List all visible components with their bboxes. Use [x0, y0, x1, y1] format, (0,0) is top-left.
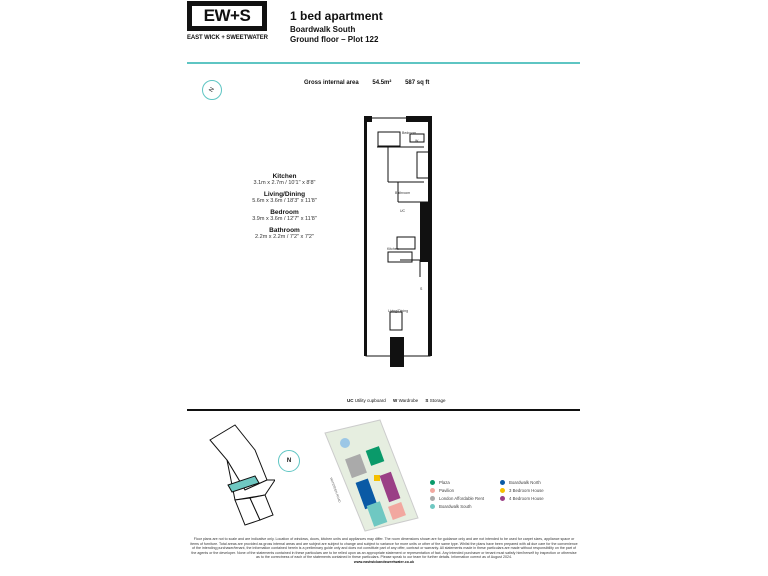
plan-label-bathroom: Bathroom — [395, 191, 411, 195]
building-key-plan — [205, 420, 275, 530]
legend-item: 3 Bedroom House — [500, 488, 570, 493]
plan-label-uc: UC — [400, 209, 406, 213]
room-item — [232, 209, 337, 222]
divider — [187, 62, 580, 64]
disclaimer-text: Floor plans are not to scale and are indicative only. Location of windows, doors, kitchen units and appliances may differ. The room dimensions shown are for guidance only and are not intended to be used for carpet sizes, appliance space or items of furniture. Total areas are provided as gross internal areas and are subject are subject to change and subject to variance for more units or other of the same type. Whilst the plans have been prepared with all due care for the convenience of the intending purchaser/tenant, the information contained herein is a preliminary guide only and does not constitute part of any offer, contract or warranty. All statements made in these particulars are made without responsibility on the part of the agents or the developer. None of the statements contained in these particulars are to be relied upon as an appropriate statement or representation of fact. Any intended purchaser or tenant must satisfy him/herself by inspection or otherwise as to the correctness of each of the statements contained in these particulars. Please speak to our team for further details. Information correct as of August 2024. — [190, 537, 578, 560]
legend-dot-icon — [500, 496, 505, 501]
key-text: Wardrobe — [398, 398, 419, 403]
legend-dot-icon — [500, 480, 505, 485]
compass-label: N — [208, 86, 216, 94]
room-dims: 5.6m x 3.6m / 18'3" x 11'8" — [252, 198, 317, 204]
room-dims: 2.2m x 2.2m / 7'2" x 7'2" — [255, 234, 314, 240]
legend-item: Pavilion — [430, 488, 500, 493]
compass-icon — [202, 80, 222, 100]
site-legend — [430, 480, 570, 509]
legend-item: Boardwalk North — [500, 480, 570, 485]
room-item — [232, 191, 337, 204]
road-label: WATERDEN ROAD — [329, 476, 342, 504]
floor-plan — [360, 112, 440, 368]
legend-dot-icon — [500, 488, 505, 493]
brand-subtitle: EAST WICK + SWEETWATER — [187, 35, 268, 41]
room-name: Bedroom — [270, 209, 299, 216]
key-text: Utility cupboard — [354, 398, 386, 403]
legend-item: London Affordable Rent — [430, 496, 500, 501]
room-dims: 3.9m x 3.6m / 12'7" x 11'8" — [252, 216, 317, 222]
divider — [187, 409, 580, 411]
area-sqft: 587 sq ft — [405, 80, 430, 86]
area-label: Gross internal area — [304, 80, 359, 86]
disclaimer — [190, 537, 578, 565]
brand-logo: EW+S — [187, 1, 267, 31]
building-name: Boardwalk South — [290, 25, 356, 34]
key-abbr: W — [393, 398, 398, 403]
key-abbr: UC — [347, 398, 354, 403]
plan-label-kitchen: Kitchen — [387, 247, 399, 251]
north-compass-icon — [278, 450, 300, 472]
plan-key — [341, 398, 445, 403]
plan-label-living: Living/Dining — [388, 309, 409, 313]
legend-item: Boardwalk South — [430, 504, 500, 509]
room-item — [232, 227, 337, 240]
gross-internal-area — [304, 80, 441, 86]
legend-dot-icon — [430, 480, 435, 485]
legend-item: 4 Bedroom House — [500, 496, 570, 501]
legend-dot-icon — [430, 488, 435, 493]
key-abbr: S — [425, 398, 429, 403]
key-text: Storage — [429, 398, 446, 403]
plan-label-w: W — [415, 139, 419, 143]
plan-label-s: S — [420, 287, 423, 291]
room-item — [232, 173, 337, 186]
page-title: 1 bed apartment — [290, 9, 383, 23]
room-dims: 3.1m x 2.7m / 10'1" x 8'8" — [253, 180, 316, 186]
room-name: Living/Dining — [263, 191, 306, 198]
plan-label-bedroom: Bedroom — [402, 131, 417, 135]
room-name: Bathroom — [269, 227, 300, 234]
floor-plot: Ground floor – Plot 122 — [290, 35, 379, 44]
website-link[interactable]: www.eastwickandsweetwater.co.uk — [353, 559, 415, 564]
area-sqm: 54.5m² — [372, 80, 392, 86]
legend-dot-icon — [430, 504, 435, 509]
compass-label: N — [286, 458, 292, 464]
site-map — [320, 418, 420, 533]
room-dimensions — [232, 168, 337, 240]
legend-item: Plaza — [430, 480, 500, 485]
room-name: Kitchen — [272, 173, 297, 180]
legend-dot-icon — [430, 496, 435, 501]
